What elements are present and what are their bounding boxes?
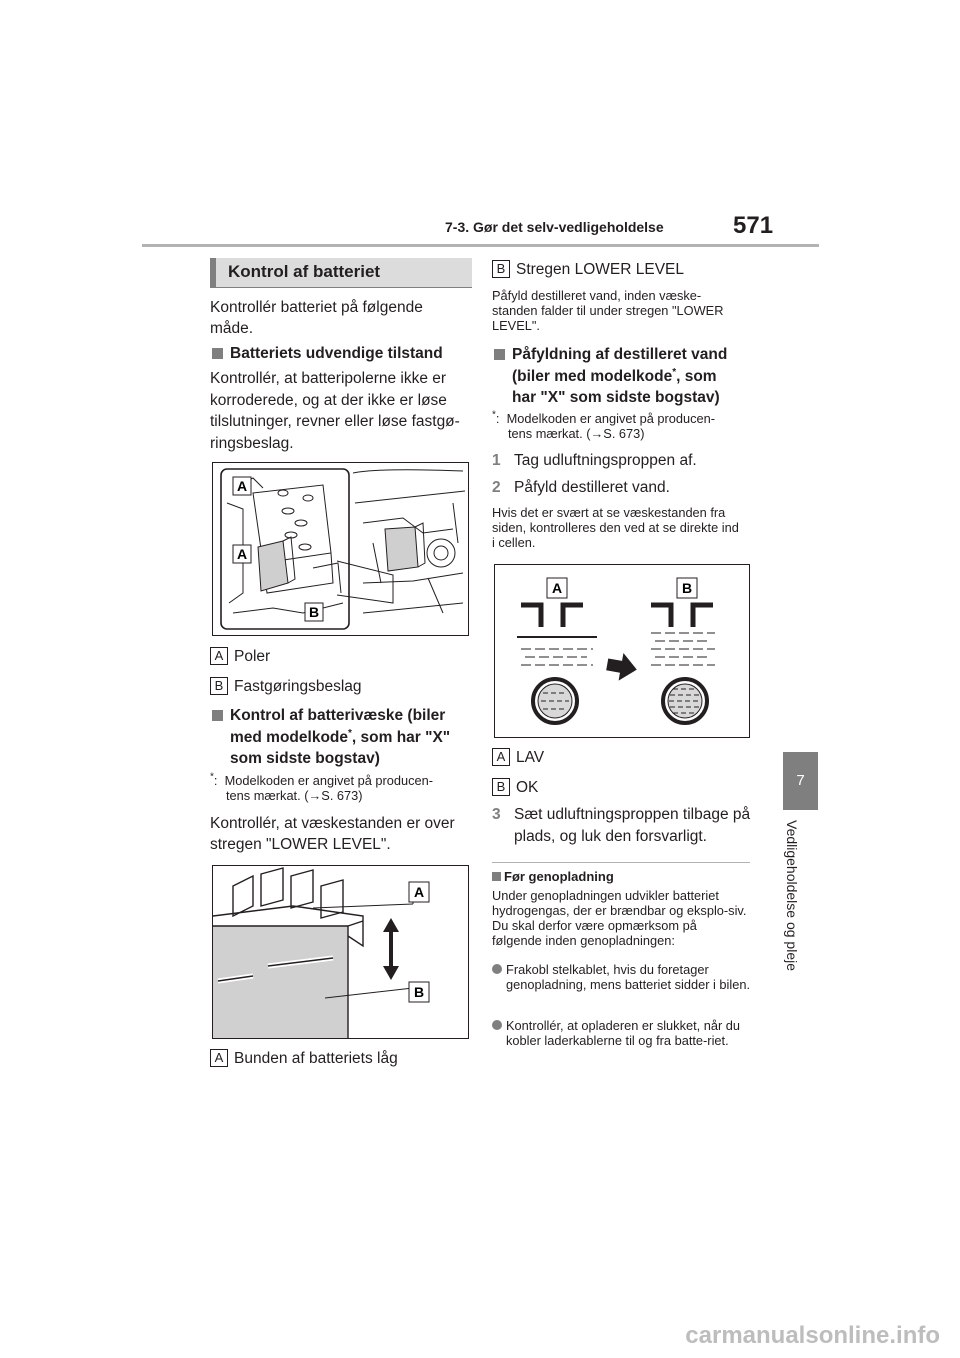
page-number: 571 (733, 212, 774, 239)
legend-badge: A (210, 647, 228, 665)
footnote-left: *: Modelkoden er angivet på producen- tens mærkat. (→S. 673) (210, 771, 434, 803)
fig2-badge-a: A (413, 884, 425, 900)
fig3-badge-a: A (551, 580, 563, 596)
refill-note: Påfyld destilleret vand, inden væske-standen falder til under stregen "LOWER LEVEL". (492, 288, 724, 333)
info-divider (492, 862, 750, 863)
legend-badge: A (210, 1049, 228, 1067)
subheading-fluid: Kontrol af batterivæske (biler med modelkode*, som har "X" som sidste bogstav) (212, 705, 490, 770)
legend-brackets: B Fastgøringsbeslag (210, 677, 362, 697)
legend-low: A LAV (492, 748, 544, 768)
visibility-note: Hvis det er svært at se væskestanden fra siden, kontrolleres den ved at se direkte ind i cellen. (492, 505, 739, 550)
section-heading: Kontrol af batteriet (210, 258, 472, 288)
battery-location-figure (212, 462, 469, 636)
intro-text: Kontrollér batteriet på følgende måde. (210, 299, 423, 337)
fluid-level-figure (212, 865, 469, 1039)
info-heading: Før genopladning (492, 869, 614, 884)
legend-badge: B (210, 677, 228, 695)
fig1-badge-b: B (308, 604, 320, 620)
exterior-paragraph: Kontrollér, at batteripolerne ikke er korroderede, og at der ikke er løse tilslutninger, revner eller løse fastgø-ringsbeslag. (210, 370, 460, 452)
legend-lower-level: B Stregen LOWER LEVEL (492, 260, 684, 280)
info-paragraph: Under genopladningen udvikler batteriet hydrogengas, der er brændbar og eksplo-siv. Du skal derfor være opmærksom på følgende inden genopladningen: (492, 888, 747, 948)
subheading-distilled-water: Påfyldning af destilleret vand (biler med modelkode*, som har "X" som sidste bogstav) (494, 344, 762, 409)
step-3: 3 Sæt udluftningsproppen tilbage på plads, og luk den forsvarligt. (492, 806, 751, 845)
fig3-badge-b: B (681, 580, 693, 596)
info-bullet-2: Kontrollér, at opladeren er slukket, når du kobler laderkablerne til og fra batte-riet. (492, 1018, 750, 1048)
legend-badge: B (492, 778, 510, 796)
fig2-badge-b: B (413, 984, 425, 1000)
legend-badge: A (492, 748, 510, 766)
step-1: 1 Tag udluftningsproppen af. (492, 452, 697, 469)
fluid-comparison-figure (494, 564, 750, 738)
right-arrow-icon (605, 651, 639, 684)
legend-poles: A Poler (210, 647, 270, 667)
chapter-tab-label: Vedligeholdelse og pleje (784, 820, 800, 972)
step-2: 2 Påfyld destilleret vand. (492, 479, 670, 496)
chapter-title: 7-3. Gør det selv-vedligeholdelse (445, 219, 664, 235)
fig1-badge-a1: A (236, 478, 248, 494)
legend-lid-bottom: A Bunden af batteriets låg (210, 1049, 398, 1069)
chapter-tab[interactable]: 7 (783, 752, 818, 810)
legend-badge: B (492, 260, 510, 278)
legend-ok: B OK (492, 778, 538, 798)
info-bullet-1: Frakobl stelkablet, hvis du foretager genopladning, mens batteriet sidder i bilen. (492, 962, 750, 992)
footnote-right: *: Modelkoden er angivet på producen- tens mærkat. (→S. 673) (492, 409, 716, 441)
header-rule (142, 244, 819, 247)
subheading-exterior: Batteriets udvendige tilstand (212, 343, 490, 365)
fig1-badge-a2: A (236, 546, 248, 562)
fluid-paragraph: Kontrollér, at væskestanden er over stregen "LOWER LEVEL". (210, 815, 455, 853)
watermark: carmanualsonline.info (685, 1322, 940, 1349)
